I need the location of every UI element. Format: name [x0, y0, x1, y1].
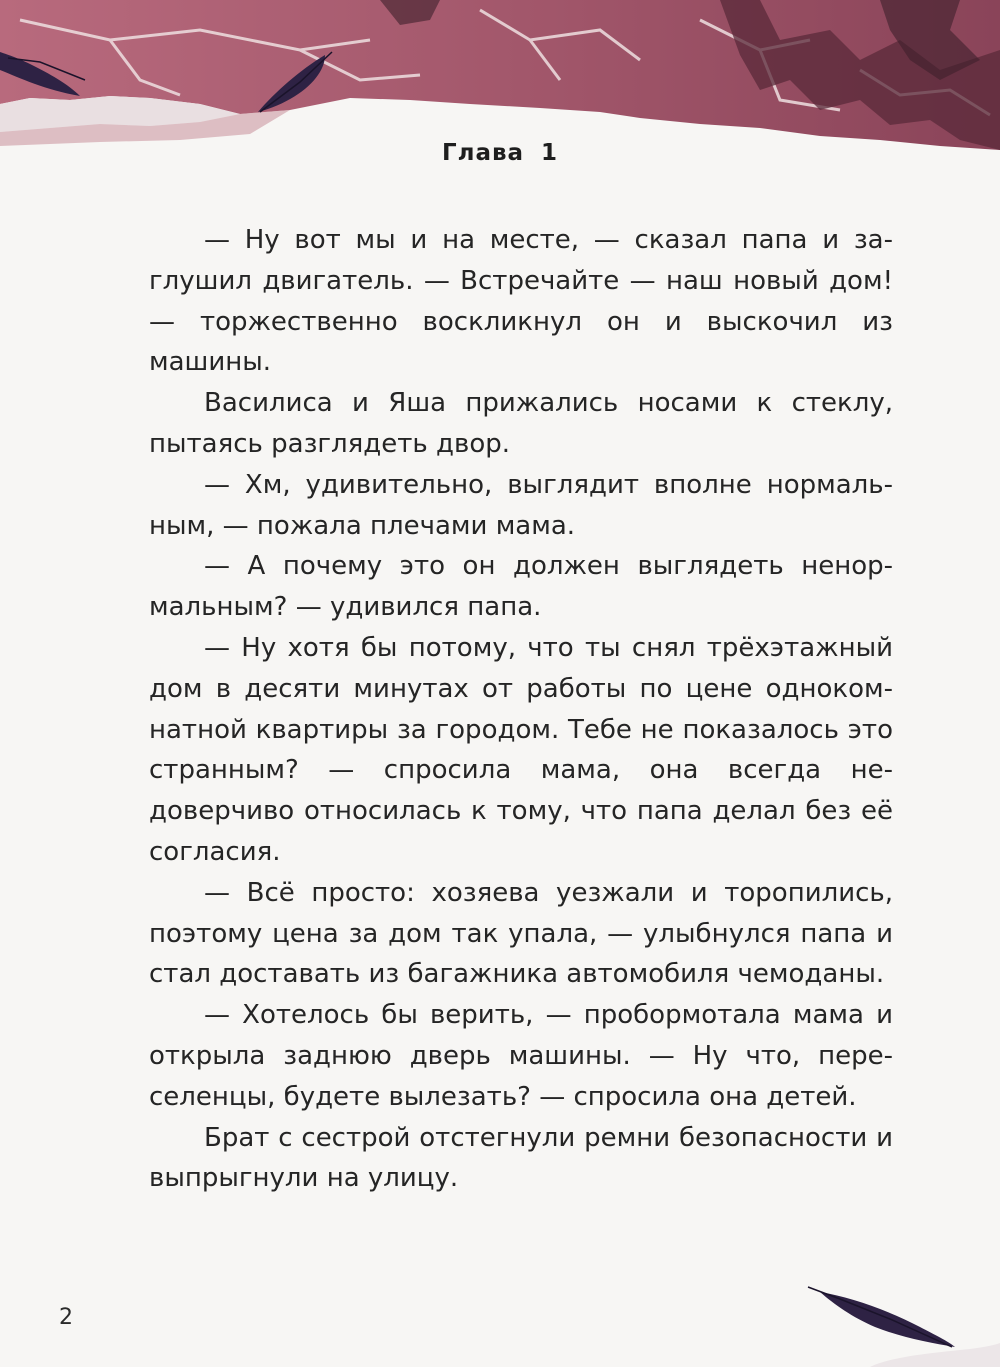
- page-number: 2: [59, 1305, 73, 1330]
- paragraph: Василиса и Яша прижались носами к стеклу, пытаясь разглядеть двор.: [149, 388, 893, 459]
- paragraph: — Ну вот мы и на месте, — сказал папа и заглушил двигатель. — Встречайте — наш новый дом! — торжественно воскликнул он и выскочил из машины.: [149, 225, 893, 378]
- story-text: [149, 220, 893, 1199]
- chapter-title: Глава 1: [441, 140, 559, 166]
- header-illustration: [0, 0, 1000, 160]
- corner-leaf-illustration: [780, 1257, 1000, 1367]
- paragraph: Брат с сестрой отстегнули ремни безопасности и выпрыгнули на улицу.: [149, 1122, 893, 1194]
- paragraph: — Всё просто: хозяева уезжали и торопились, поэтому цена за дом так упала, — улыбнулся папа и стал доставать из багажника автомобиля чемоданы.: [149, 877, 893, 990]
- paragraph: — Хотелось бы верить, — пробормотала мама и открыла заднюю дверь машины. — Ну что, переселенцы, будете вылезать? — спросила она детей.: [149, 1000, 893, 1112]
- paragraph: — А почему это он должен выглядеть ненормальным? — удивился папа.: [149, 551, 893, 623]
- paragraph: — Ну хотя бы потому, что ты снял трёхэтажный дом в десяти минутах от работы по цене однокомнатной квартиры за городом. Тебе не показалось это странным? — спросила мама, она всегда недоверчиво относилась к тому, что папа делал без её согласия.: [149, 632, 893, 867]
- paragraph: — Хм, удивительно, выглядит вполне нормальным, — пожала плечами мама.: [149, 469, 893, 541]
